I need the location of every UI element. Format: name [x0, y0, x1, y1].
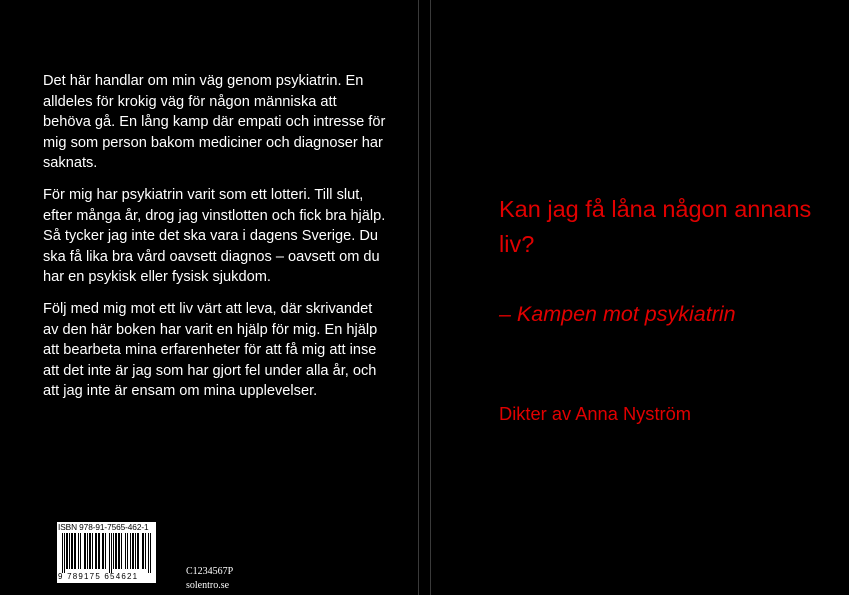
barcode-bar	[137, 533, 139, 569]
product-code: C1234567P	[186, 566, 234, 577]
barcode-bar	[80, 533, 81, 569]
barcode-bar	[142, 533, 144, 569]
barcode-bar	[87, 533, 88, 569]
spine-left-edge	[418, 0, 419, 595]
isbn-barcode	[57, 522, 156, 583]
barcode-bar	[71, 533, 73, 569]
barcode-bar	[115, 533, 117, 569]
barcode-bar	[121, 533, 122, 569]
barcode-bar	[130, 533, 131, 569]
barcode-bar	[150, 533, 151, 573]
barcode-bar	[118, 533, 120, 569]
publisher-site: solentro.se	[186, 580, 230, 591]
barcode-bar	[62, 533, 63, 573]
isbn-label: ISBN 978-91-7565-462-1	[58, 522, 149, 532]
blurb-paragraph: Följ med mig mot ett liv värt att leva, där skrivandet av den här boken har varit en hjälp för mig. En hjälp att bearbeta mina erfarenheter för att få mig att inse att det inte är jag som har gjort fel under alla år, och att jag inte är ensam om mina upplevelser.	[43, 300, 378, 400]
blurb-paragraph: Det här handlar om min väg genom psykiatrin. En alldeles för krokig väg för någon människa att behöva gå. En lång kamp där empati och intresse för mig som person bakom mediciner och diagnoser har saknats.	[43, 73, 386, 172]
barcode-bar	[148, 533, 149, 573]
barcode-bar	[98, 533, 100, 569]
barcode-bar	[84, 533, 86, 569]
barcode-bar	[78, 533, 79, 569]
barcode-bar	[145, 533, 146, 569]
blurb-paragraph: För mig har psykiatrin varit som ett lotteri. Till slut, efter många år, drog jag vinstlotten och fick bra hjälp. Så tycker jag inte det ska vara i dagens Sverige. Du ska få lika bra vård oavsett diagnos – oavsett om du har en psykisk eller fysisk sjukdom.	[43, 186, 386, 286]
barcode-bar	[74, 533, 76, 569]
barcode-bar	[102, 533, 104, 569]
barcode-bars	[60, 533, 153, 573]
barcode-bar	[66, 533, 68, 569]
barcode-bar	[125, 533, 126, 569]
spine-right-edge	[430, 0, 431, 595]
barcode-bar	[69, 533, 70, 569]
barcode-bar	[64, 533, 65, 573]
barcode-bar	[105, 533, 106, 569]
book-title: Kan jag få låna någon annans liv?	[499, 196, 812, 257]
barcode-digits: 9 789175 654621	[58, 572, 139, 581]
barcode-bar	[111, 533, 112, 573]
barcode-bar	[135, 533, 136, 569]
barcode-bar	[95, 533, 97, 569]
book-subtitle: – Kampen mot psykiatrin	[499, 302, 736, 326]
barcode-bar	[92, 533, 93, 569]
barcode-bar	[127, 533, 128, 569]
barcode-bar	[132, 533, 134, 569]
barcode-bar	[113, 533, 114, 569]
barcode-bar	[109, 533, 110, 573]
back-cover-blurb	[43, 71, 388, 413]
author-line: Dikter av Anna Nyström	[499, 403, 692, 424]
barcode-bar	[89, 533, 91, 569]
